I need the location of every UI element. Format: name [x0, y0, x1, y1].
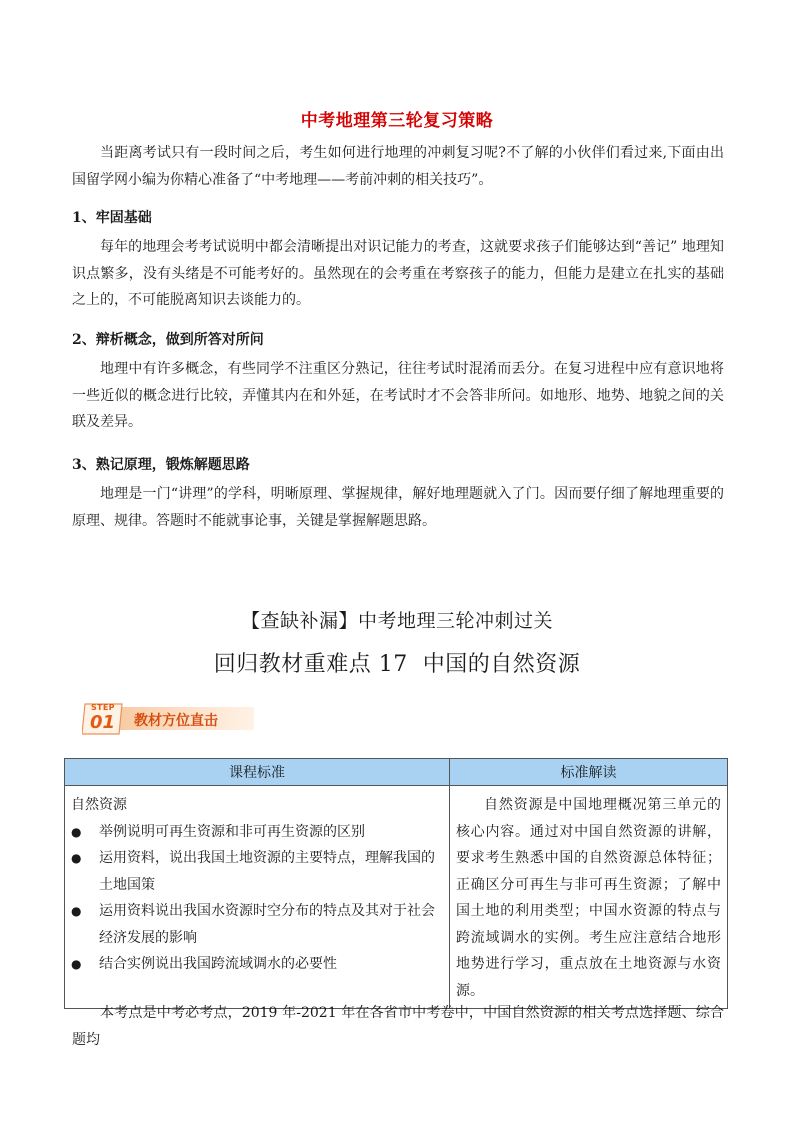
bullet-icon: ● [71, 904, 82, 918]
table-header-interpretation: 标准解读 [450, 759, 728, 786]
table-header-standards: 课程标准 [65, 759, 450, 786]
intro-paragraph: 当距离考试只有一段时间之后，考生如何进行地理的冲刺复习呢?不了解的小伙伴们看过来,下面由出国留学网小编为你精心准备了“中考地理——考前冲刺的相关技巧”。 [72, 145, 724, 188]
bullet-icon: ● [71, 824, 82, 839]
standards-table [64, 758, 728, 1009]
section-body-2: 地理中有许多概念，有些同学不注重区分熟记，往往考试时混淆而丢分。在复习进程中应有意识地将一些近似的概念进行比较，弄懂其内在和外延，在考试时才不会答非所问。如地形、地势、地貌之间的关联及差异。 [72, 361, 724, 430]
bullet-text: 运用资料，说出我国土地资源的主要特点，理解我国的土地国策 [99, 850, 435, 893]
footer-paragraph: 本考点是中考必考点，2019 年-2021 年在各省市中考卷中，中国自然资源的相关考点选择题、综合题均 [72, 1005, 724, 1048]
interpretation-text: 自然资源是中国地理概况第三单元的核心内容。通过对中国自然资源的讲解，要求考生熟悉中国的自然资源总体特征；正确区分可再生与非可再生资源；了解中国土地的利用类型；中国水资源的特点与跨流域调水的实例。考生应注意结合地形地势进行学习，重点放在土地资源与水资源。 [456, 797, 721, 999]
bullet-text: 举例说明可再生资源和非可再生资源的区别 [99, 823, 365, 840]
section-body-1: 每年的地理会考考试说明中都会清晰提出对识记能力的考查，这就要求孩子们能够达到“善记” 地理知识点繁多，没有头绪是不可能考好的。虽然现在的会考重在考察孩子的能力，但能力是建立在扎实的基础之上的，不可能脱离知识去谈能力的。 [72, 239, 724, 308]
heading-line-2: 回归教材重难点 17 中国的自然资源 [213, 652, 581, 677]
table-row [65, 786, 728, 1009]
standards-title: 自然资源 [71, 797, 127, 813]
table-header-row [65, 759, 728, 786]
standards-cell [65, 786, 450, 1009]
interpretation-cell [450, 786, 728, 1009]
bullet-text: 运用资料说出我国水资源时空分布的特点及其对于社会经济发展的影响 [99, 903, 435, 946]
list-item [71, 951, 443, 978]
step-label: 教材方位直击 [134, 713, 218, 729]
bullet-icon: ● [71, 851, 82, 865]
list-item [71, 898, 443, 951]
bullet-icon: ● [71, 957, 82, 971]
heading-line-1: 【查缺补漏】中考地理三轮冲刺过关 [240, 610, 553, 632]
section-body-3: 地理是一门“讲理”的学科，明晰原理、掌握规律，解好地理题就入了门。因而要仔细了解地理重要的原理、规律。答题时不能就事论事，关键是掌握解题思路。 [72, 486, 724, 529]
list-item [71, 819, 443, 846]
step-number: 01 [90, 712, 116, 733]
step-badge-icon [82, 702, 124, 736]
section-heading-1: 1、牢固基础 [72, 210, 152, 226]
list-item [71, 845, 443, 898]
page-title: 中考地理第三轮复习策略 [300, 111, 494, 131]
step-word: STEP [91, 703, 115, 712]
bullet-text: 结合实例说出我国跨流域调水的必要性 [99, 956, 337, 972]
section-heading-3: 3、熟记原理，锻炼解题思路 [72, 457, 250, 473]
section-heading-2: 2、辩析概念，做到所答对所问 [72, 332, 264, 348]
step-banner [82, 702, 254, 736]
